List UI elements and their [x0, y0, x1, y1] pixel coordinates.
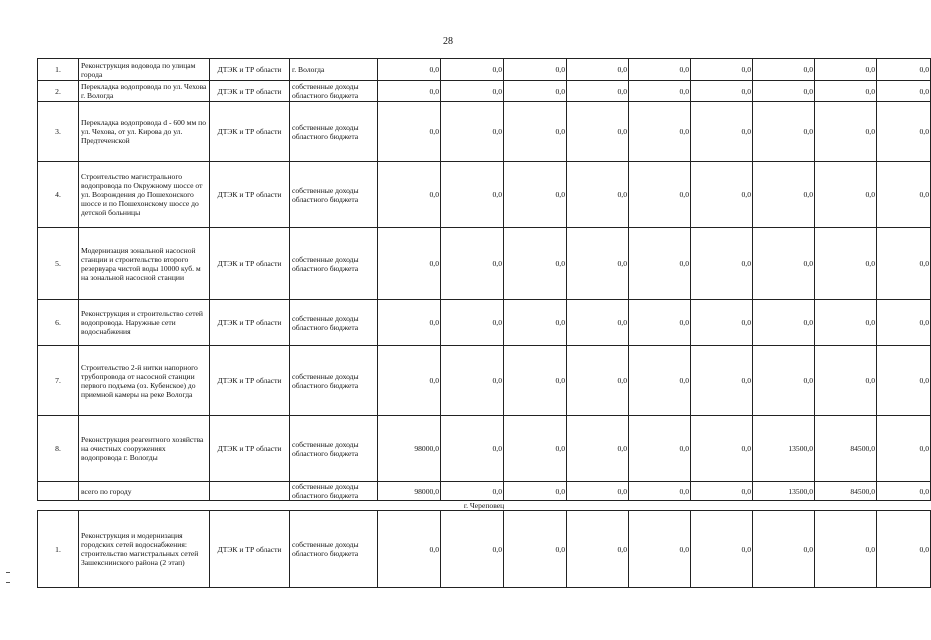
- item-name-cell: Реконструкция водовода по улицам города: [79, 59, 210, 81]
- amount-cell: 0,0: [753, 81, 815, 102]
- table-row: [38, 81, 931, 102]
- item-name-cell: всего по городу: [79, 482, 210, 501]
- table-row: [38, 102, 931, 162]
- amount-cell: 0,0: [441, 482, 504, 501]
- funding-source-cell: собственные доходы областного бюджета: [290, 511, 378, 588]
- amount-cell: 0,0: [441, 102, 504, 162]
- amount-cell: 0,0: [691, 102, 753, 162]
- amount-cell: 98000,0: [378, 482, 441, 501]
- amount-cell: 0,0: [567, 300, 629, 346]
- row-number-cell: 1.: [38, 511, 79, 588]
- amount-cell: 0,0: [629, 102, 691, 162]
- item-name-cell: Реконструкция и модернизация городских сетей водоснабжения: строительство магистральных сетей Зашекснинского района (2 этап): [79, 511, 210, 588]
- amount-cell: 0,0: [815, 300, 877, 346]
- amount-cell: 0,0: [441, 346, 504, 416]
- organization-cell: [210, 482, 290, 501]
- amount-cell: 84500,0: [815, 482, 877, 501]
- amount-cell: 0,0: [629, 511, 691, 588]
- amount-cell: 0,0: [815, 81, 877, 102]
- amount-cell: 98000,0: [378, 416, 441, 482]
- amount-cell: 0,0: [691, 346, 753, 416]
- amount-cell: 0,0: [504, 162, 567, 228]
- amount-cell: 0,0: [691, 300, 753, 346]
- amount-cell: 0,0: [629, 81, 691, 102]
- organization-cell: ДТЭК и ТР области: [210, 346, 290, 416]
- row-number-cell: 8.: [38, 416, 79, 482]
- amount-cell: 0,0: [629, 59, 691, 81]
- amount-cell: 0,0: [567, 59, 629, 81]
- organization-cell: ДТЭК и ТР области: [210, 228, 290, 300]
- amount-cell: 0,0: [877, 81, 931, 102]
- amount-cell: 0,0: [567, 482, 629, 501]
- item-name-cell: Перекладка водопровода d - 600 мм по ул. Чехова, от ул. Кирова до ул. Предтеченской: [79, 102, 210, 162]
- margin-mark: [6, 572, 10, 573]
- amount-cell: 0,0: [441, 416, 504, 482]
- row-number-cell: 3.: [38, 102, 79, 162]
- amount-cell: 0,0: [504, 102, 567, 162]
- table-row: [38, 346, 931, 416]
- amount-cell: 0,0: [378, 81, 441, 102]
- amount-cell: 0,0: [815, 228, 877, 300]
- funding-source-cell: собственные доходы областного бюджета: [290, 228, 378, 300]
- item-name-cell: Перекладка водопровода по ул. Чехова г. Вологда: [79, 81, 210, 102]
- item-name-cell: Реконструкция реагентного хозяйства на очистных сооружениях водопровода г. Вологды: [79, 416, 210, 482]
- table-row: [38, 162, 931, 228]
- table-row: [38, 59, 931, 81]
- amount-cell: 0,0: [877, 416, 931, 482]
- amount-cell: 0,0: [567, 511, 629, 588]
- amount-cell: 0,0: [753, 346, 815, 416]
- amount-cell: 0,0: [753, 300, 815, 346]
- amount-cell: 0,0: [567, 416, 629, 482]
- amount-cell: 0,0: [504, 511, 567, 588]
- row-number-cell: 7.: [38, 346, 79, 416]
- organization-cell: ДТЭК и ТР области: [210, 102, 290, 162]
- table-body: [38, 59, 931, 588]
- table-row: [38, 511, 931, 588]
- amount-cell: 0,0: [504, 228, 567, 300]
- amount-cell: 0,0: [691, 228, 753, 300]
- amount-cell: 0,0: [441, 81, 504, 102]
- funding-source-cell: г. Вологда: [290, 59, 378, 81]
- amount-cell: 0,0: [753, 228, 815, 300]
- margin-mark: [6, 582, 10, 583]
- amount-cell: 0,0: [877, 162, 931, 228]
- amount-cell: 0,0: [691, 511, 753, 588]
- amount-cell: 0,0: [378, 102, 441, 162]
- funding-source-cell: собственные доходы областного бюджета: [290, 346, 378, 416]
- table-row: [38, 416, 931, 482]
- amount-cell: 0,0: [378, 162, 441, 228]
- amount-cell: 0,0: [378, 228, 441, 300]
- table-row: [38, 482, 931, 501]
- amount-cell: 0,0: [753, 59, 815, 81]
- funding-source-cell: собственные доходы областного бюджета: [290, 482, 378, 501]
- amount-cell: 0,0: [753, 162, 815, 228]
- amount-cell: 84500,0: [815, 416, 877, 482]
- row-number-cell: 2.: [38, 81, 79, 102]
- amount-cell: 0,0: [378, 59, 441, 81]
- row-number-cell: 5.: [38, 228, 79, 300]
- amount-cell: 0,0: [567, 346, 629, 416]
- amount-cell: 0,0: [629, 416, 691, 482]
- item-name-cell: Модернизация зональной насосной станции и строительство второго резервуара чистой воды 10000 куб. м на зональной насосной станции: [79, 228, 210, 300]
- funding-source-cell: собственные доходы областного бюджета: [290, 416, 378, 482]
- amount-cell: 0,0: [629, 346, 691, 416]
- amount-cell: 0,0: [691, 482, 753, 501]
- organization-cell: ДТЭК и ТР области: [210, 416, 290, 482]
- amount-cell: 0,0: [567, 81, 629, 102]
- amount-cell: 0,0: [629, 162, 691, 228]
- amount-cell: 0,0: [504, 59, 567, 81]
- amount-cell: 0,0: [691, 162, 753, 228]
- organization-cell: ДТЭК и ТР области: [210, 511, 290, 588]
- amount-cell: 0,0: [691, 416, 753, 482]
- table-row: [38, 228, 931, 300]
- funding-source-cell: собственные доходы областного бюджета: [290, 102, 378, 162]
- amount-cell: 0,0: [877, 346, 931, 416]
- city-header: г. Череповец: [38, 501, 931, 511]
- item-name-cell: Реконструкция и строительство сетей водопровода. Наружные сети водоснабжения: [79, 300, 210, 346]
- amount-cell: 0,0: [504, 482, 567, 501]
- amount-cell: 0,0: [877, 300, 931, 346]
- amount-cell: 0,0: [691, 81, 753, 102]
- amount-cell: 0,0: [504, 300, 567, 346]
- amount-cell: 0,0: [629, 482, 691, 501]
- item-name-cell: Строительство магистрального водопровода по Окружному шоссе от ул. Возрождения до Пошехонского шоссе и по Пошехонскому шоссе до детской больницы: [79, 162, 210, 228]
- amount-cell: 0,0: [441, 162, 504, 228]
- table-row: [38, 501, 931, 511]
- funding-source-cell: собственные доходы областного бюджета: [290, 162, 378, 228]
- page-number: 28: [443, 36, 453, 47]
- amount-cell: 0,0: [877, 59, 931, 81]
- table-row: [38, 300, 931, 346]
- organization-cell: ДТЭК и ТР области: [210, 81, 290, 102]
- amount-cell: 13500,0: [753, 482, 815, 501]
- amount-cell: 0,0: [378, 300, 441, 346]
- amount-cell: 0,0: [441, 300, 504, 346]
- amount-cell: 0,0: [567, 162, 629, 228]
- amount-cell: 0,0: [877, 482, 931, 501]
- amount-cell: 0,0: [504, 81, 567, 102]
- amount-cell: 0,0: [815, 511, 877, 588]
- row-number-cell: 6.: [38, 300, 79, 346]
- funding-source-cell: собственные доходы областного бюджета: [290, 300, 378, 346]
- amount-cell: 0,0: [504, 346, 567, 416]
- amount-cell: 0,0: [877, 511, 931, 588]
- organization-cell: ДТЭК и ТР области: [210, 300, 290, 346]
- row-number-cell: 4.: [38, 162, 79, 228]
- amount-cell: 0,0: [691, 59, 753, 81]
- amount-cell: 0,0: [753, 102, 815, 162]
- amount-cell: 0,0: [378, 511, 441, 588]
- amount-cell: 0,0: [567, 102, 629, 162]
- budget-table: [37, 58, 931, 588]
- amount-cell: 0,0: [504, 416, 567, 482]
- amount-cell: 0,0: [629, 300, 691, 346]
- amount-cell: 0,0: [815, 162, 877, 228]
- amount-cell: 0,0: [441, 511, 504, 588]
- amount-cell: 13500,0: [753, 416, 815, 482]
- row-number-cell: 1.: [38, 59, 79, 81]
- amount-cell: 0,0: [629, 228, 691, 300]
- amount-cell: 0,0: [877, 228, 931, 300]
- amount-cell: 0,0: [877, 102, 931, 162]
- organization-cell: ДТЭК и ТР области: [210, 162, 290, 228]
- amount-cell: 0,0: [815, 59, 877, 81]
- amount-cell: 0,0: [815, 346, 877, 416]
- organization-cell: ДТЭК и ТР области: [210, 59, 290, 81]
- amount-cell: 0,0: [753, 511, 815, 588]
- amount-cell: 0,0: [441, 228, 504, 300]
- amount-cell: 0,0: [441, 59, 504, 81]
- amount-cell: 0,0: [378, 346, 441, 416]
- row-number-cell: [38, 482, 79, 501]
- amount-cell: 0,0: [567, 228, 629, 300]
- amount-cell: 0,0: [815, 102, 877, 162]
- funding-source-cell: собственные доходы областного бюджета: [290, 81, 378, 102]
- item-name-cell: Строительство 2-й нитки напорного трубопровода от насосной станции первого подъема (оз. Кубенское) до приемной камеры на реке Вологда: [79, 346, 210, 416]
